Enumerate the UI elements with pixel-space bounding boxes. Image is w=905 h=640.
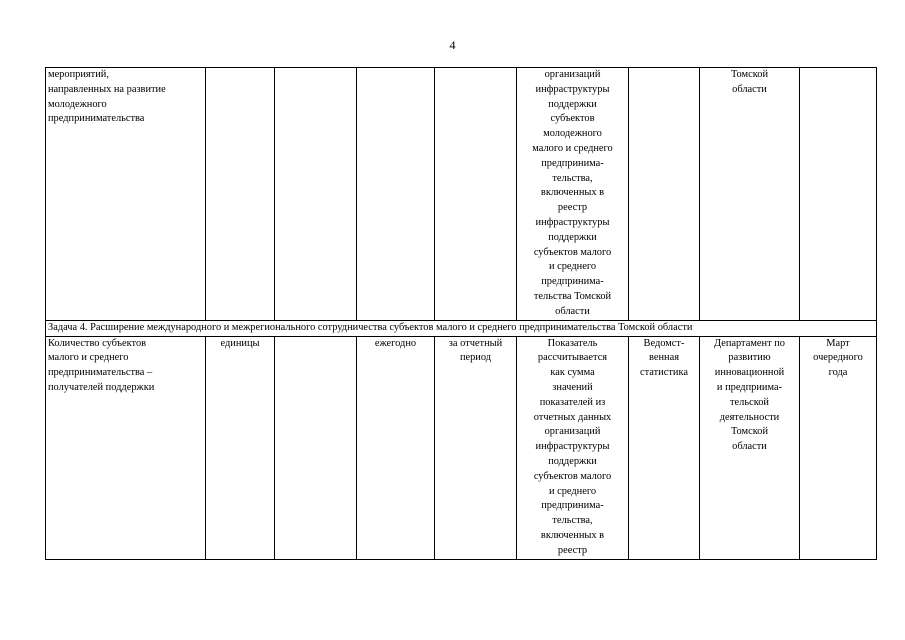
- cell-text-line: направленных на развитие: [48, 83, 166, 95]
- cell-text-line: субъектов малого: [533, 246, 612, 258]
- cell-deadline: [800, 336, 877, 559]
- cell-responsible: [700, 68, 800, 321]
- cell-text-line: инфраструктуры: [535, 216, 610, 228]
- cell-text-line: период: [459, 352, 492, 364]
- cell-text-line: включенных в: [540, 187, 605, 199]
- cell-text-line: получателей поддержки: [48, 381, 155, 393]
- cell-text-line: тельства Томской: [533, 290, 612, 302]
- cell-text-line: инновационной: [714, 367, 785, 379]
- cell-text-line: организаций: [544, 426, 601, 438]
- cell-text-line: года: [828, 367, 848, 379]
- cell-text-line: молодежного: [48, 98, 107, 110]
- cell-indicator-name: [46, 68, 206, 321]
- cell-text-line: тельства,: [552, 172, 593, 184]
- cell-text-line: и среднего: [548, 485, 597, 497]
- cell-text-line: отчетных данных: [533, 411, 612, 423]
- cell-empty: [800, 68, 877, 321]
- cell-empty: [275, 336, 357, 559]
- cell-text-line: Ведомст-: [643, 337, 685, 349]
- cell-responsible: [700, 336, 800, 559]
- cell-text-line: и предприима-: [716, 381, 783, 393]
- task-heading: Задача 4. Расширение международного и межрегионального сотрудничества субъектов малого и среднего предпринимательства Томской области: [46, 320, 877, 336]
- cell-text-line: Томской: [730, 69, 769, 80]
- cell-calculation-method: [517, 68, 629, 321]
- cell-text-line: поддержки: [548, 98, 597, 110]
- cell-text-line: поддержки: [548, 231, 597, 243]
- cell-text-line: Количество субъектов: [48, 337, 147, 349]
- cell-unit: [206, 336, 275, 559]
- cell-text-line: и среднего: [548, 261, 597, 273]
- cell-indicator-name: [46, 336, 206, 559]
- cell-text-line: области: [555, 305, 590, 317]
- cell-text-line: очередного: [813, 352, 863, 364]
- cell-text-line: инфраструктуры: [535, 441, 610, 453]
- cell-empty: [435, 68, 517, 321]
- table-row-continued: [46, 68, 877, 321]
- cell-text-line: организаций: [544, 69, 601, 80]
- cell-text-line: области: [732, 83, 767, 95]
- cell-text-line: малого и среднего: [48, 352, 129, 364]
- cell-text-line: как сумма: [550, 367, 595, 379]
- cell-text-line: рассчитывается: [537, 352, 608, 364]
- cell-text-line: субъектов малого: [533, 470, 612, 482]
- cell-text-line: мероприятий,: [48, 69, 109, 80]
- cell-text-line: реестр: [557, 544, 588, 556]
- cell-text-line: предпринима-: [541, 157, 604, 169]
- cell-text-line: тельства,: [552, 515, 593, 527]
- table-row-task: [46, 320, 877, 336]
- cell-text-line: предпринимательства –: [48, 367, 153, 379]
- cell-text-line: значений: [552, 381, 593, 393]
- indicators-table: [45, 67, 877, 560]
- cell-text-line: тельской: [730, 396, 769, 408]
- cell-text-line: молодежного: [543, 128, 602, 140]
- cell-unit: [206, 68, 275, 321]
- cell-text-line: развитию: [728, 352, 771, 364]
- cell-text-line: Март: [826, 337, 850, 349]
- cell-empty: [357, 68, 435, 321]
- cell-empty: [275, 68, 357, 321]
- cell-data-source: [629, 336, 700, 559]
- cell-text-line: венная: [649, 352, 679, 364]
- cell-text-line: деятельности: [719, 411, 780, 423]
- cell-text-line: предпринима-: [541, 276, 604, 288]
- cell-text-line: ежегодно: [374, 337, 417, 349]
- cell-text-line: за отчетный: [448, 337, 503, 349]
- cell-frequency: [357, 336, 435, 559]
- cell-text-line: области: [732, 441, 767, 453]
- cell-text-line: малого и среднего: [532, 142, 613, 154]
- cell-text-line: субъектов: [550, 113, 595, 125]
- cell-text-line: статистика: [640, 367, 688, 379]
- cell-text-line: предпринимательства: [48, 113, 145, 125]
- cell-text-line: поддержки: [548, 455, 597, 467]
- cell-text-line: включенных в: [540, 529, 605, 541]
- cell-text-line: единицы: [220, 337, 260, 349]
- cell-period: [435, 336, 517, 559]
- cell-empty: [629, 68, 700, 321]
- page-number: 4: [449, 38, 456, 52]
- cell-text-line: реестр: [557, 202, 588, 214]
- cell-text-line: Департамент по: [714, 337, 785, 349]
- cell-text-line: Показатель: [547, 337, 598, 349]
- cell-text-line: показателей из: [539, 396, 606, 408]
- cell-text-line: Томской: [730, 426, 769, 438]
- cell-calculation-method: [517, 336, 629, 559]
- cell-text-line: предпринима-: [541, 500, 604, 512]
- cell-text-line: инфраструктуры: [535, 83, 610, 95]
- table-row-indicator: [46, 336, 877, 559]
